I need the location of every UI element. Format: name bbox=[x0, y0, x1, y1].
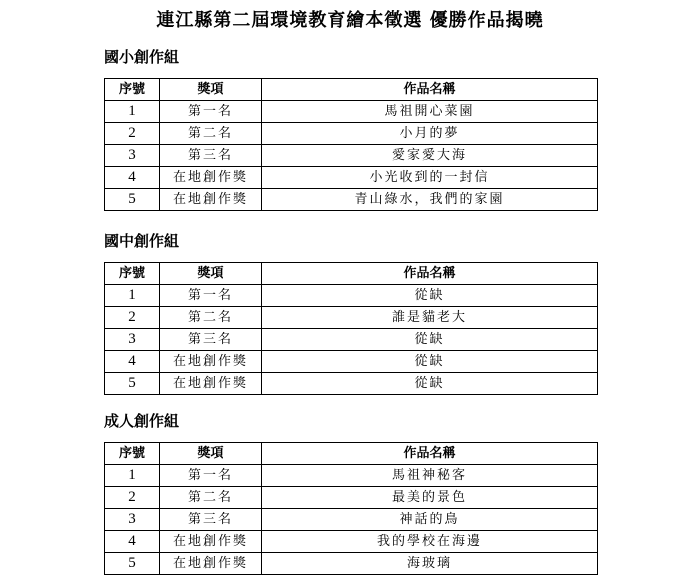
header-num: 序號 bbox=[105, 263, 160, 285]
row-prize: 第二名 bbox=[160, 487, 262, 509]
row-num: 4 bbox=[105, 167, 160, 189]
header-work: 作品名稱 bbox=[262, 443, 598, 465]
row-work: 我的學校在海邊 bbox=[262, 531, 598, 553]
row-work: 從缺 bbox=[262, 329, 598, 351]
row-num: 1 bbox=[105, 465, 160, 487]
header-work: 作品名稱 bbox=[262, 263, 598, 285]
table-row bbox=[105, 531, 598, 553]
row-work: 神話的鳥 bbox=[262, 509, 598, 531]
row-num: 3 bbox=[105, 329, 160, 351]
row-num: 4 bbox=[105, 531, 160, 553]
table-row bbox=[105, 285, 598, 307]
page-title: 連江縣第二屆環境教育繪本徵選 優勝作品揭曉 bbox=[156, 10, 544, 31]
row-num: 2 bbox=[105, 307, 160, 329]
row-prize: 在地創作獎 bbox=[160, 351, 262, 373]
row-work: 最美的景色 bbox=[262, 487, 598, 509]
table-row bbox=[105, 553, 598, 575]
header-num: 序號 bbox=[105, 443, 160, 465]
row-num: 3 bbox=[105, 509, 160, 531]
table-row bbox=[105, 509, 598, 531]
row-prize: 在地創作獎 bbox=[160, 553, 262, 575]
row-num: 4 bbox=[105, 351, 160, 373]
table-row bbox=[105, 487, 598, 509]
row-prize: 在地創作獎 bbox=[160, 167, 262, 189]
table-row bbox=[105, 307, 598, 329]
row-num: 5 bbox=[105, 553, 160, 575]
row-work: 從缺 bbox=[262, 373, 598, 395]
table-row bbox=[105, 329, 598, 351]
row-work: 海玻璃 bbox=[262, 553, 598, 575]
row-work: 馬祖開心菜園 bbox=[262, 101, 598, 123]
table-header-row bbox=[105, 263, 598, 285]
row-work: 從缺 bbox=[262, 285, 598, 307]
row-work: 小月的夢 bbox=[262, 123, 598, 145]
table-row bbox=[105, 145, 598, 167]
row-num: 5 bbox=[105, 373, 160, 395]
row-num: 2 bbox=[105, 123, 160, 145]
row-prize: 在地創作獎 bbox=[160, 531, 262, 553]
header-num: 序號 bbox=[105, 79, 160, 101]
row-work: 青山綠水，我們的家園 bbox=[262, 189, 598, 211]
header-prize: 獎項 bbox=[160, 443, 262, 465]
row-num: 5 bbox=[105, 189, 160, 211]
row-prize: 第二名 bbox=[160, 307, 262, 329]
header-prize: 獎項 bbox=[160, 79, 262, 101]
row-work: 愛家愛大海 bbox=[262, 145, 598, 167]
row-prize: 第二名 bbox=[160, 123, 262, 145]
row-num: 1 bbox=[105, 285, 160, 307]
row-prize: 第一名 bbox=[160, 285, 262, 307]
awards-table-elementary bbox=[104, 78, 598, 211]
table-header-row bbox=[105, 443, 598, 465]
table-row bbox=[105, 351, 598, 373]
row-num: 3 bbox=[105, 145, 160, 167]
row-work: 小光收到的一封信 bbox=[262, 167, 598, 189]
row-prize: 第三名 bbox=[160, 329, 262, 351]
row-prize: 第一名 bbox=[160, 465, 262, 487]
table-row bbox=[105, 167, 598, 189]
header-prize: 獎項 bbox=[160, 263, 262, 285]
section-title-elementary: 國小創作組 bbox=[104, 48, 180, 66]
row-prize: 第三名 bbox=[160, 509, 262, 531]
row-work: 馬祖神秘客 bbox=[262, 465, 598, 487]
row-num: 2 bbox=[105, 487, 160, 509]
section-title-adult: 成人創作組 bbox=[104, 412, 180, 430]
row-prize: 第一名 bbox=[160, 101, 262, 123]
section-title-junior-high: 國中創作組 bbox=[104, 232, 180, 250]
awards-table-adult bbox=[104, 442, 598, 575]
table-header-row bbox=[105, 79, 598, 101]
row-prize: 在地創作獎 bbox=[160, 189, 262, 211]
row-prize: 第三名 bbox=[160, 145, 262, 167]
row-prize: 在地創作獎 bbox=[160, 373, 262, 395]
awards-table-junior-high bbox=[104, 262, 598, 395]
table-row bbox=[105, 373, 598, 395]
row-num: 1 bbox=[105, 101, 160, 123]
row-work: 誰是貓老大 bbox=[262, 307, 598, 329]
table-row bbox=[105, 189, 598, 211]
table-row bbox=[105, 465, 598, 487]
table-row bbox=[105, 101, 598, 123]
table-row bbox=[105, 123, 598, 145]
header-work: 作品名稱 bbox=[262, 79, 598, 101]
row-work: 從缺 bbox=[262, 351, 598, 373]
